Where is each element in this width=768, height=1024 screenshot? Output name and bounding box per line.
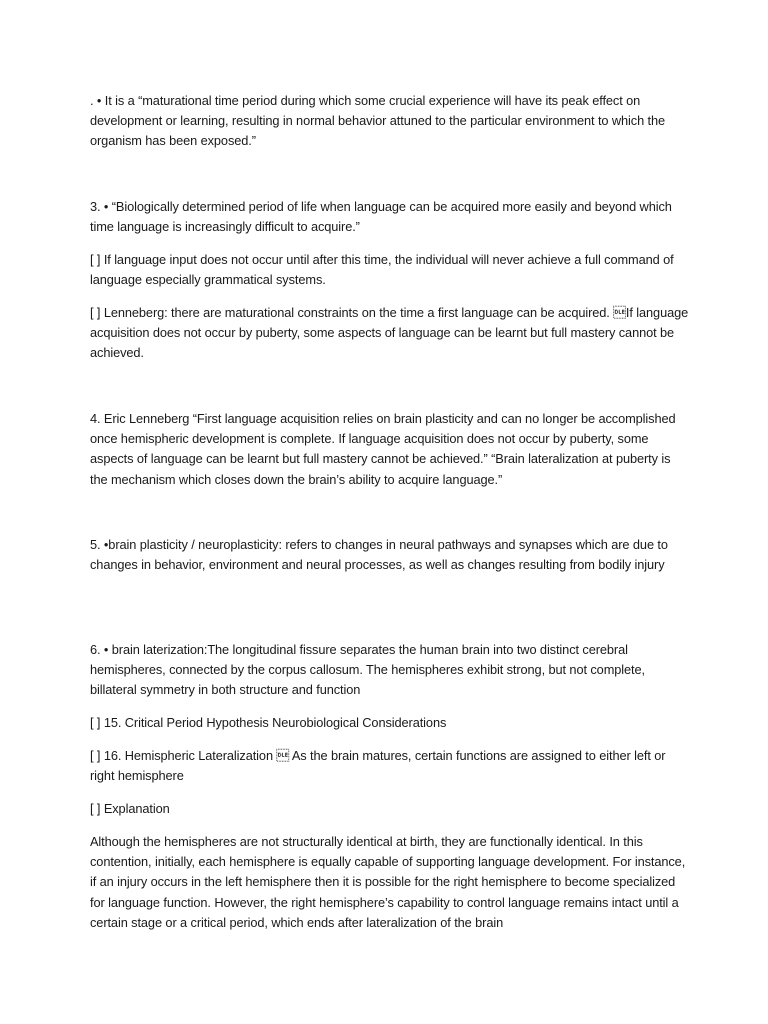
paragraph-explanation-body: Although the hemispheres are not structurally identical at birth, they are functionally identical. In this contention, initially, each hemisphere is equally capable of supporting language development. For instance, if an injury occurs in the left hemisphere then it is possible for the right hemisphere to become specialized for language function. However, the right hemisphere’s capability to control language remains intact until a certain stage or a critical period, which ends after lateralization of the brain — [90, 834, 686, 930]
paragraph-4-eric-lenneberg: 4. Eric Lenneberg “First language acquisition relies on brain plasticity and can no longer be accomplished once hemispheric development is complete. If language acquisition does not occur by puberty, some aspects of language can be learnt but full mastery cannot be achieved.” “Brain lateralization at puberty is the mechanism which closes down the brain’s ability to acquire language.” — [90, 411, 676, 487]
paragraph-16-hemispheric-lateralization: [ ] 16. Hemispheric Lateralization  As the brain matures, certain functions are assigned to either left or right hemisphere — [90, 748, 666, 784]
paragraph-explanation-heading: [ ] Explanation — [90, 801, 170, 816]
paragraph-6-brain-laterization: 6. • brain laterization:The longitudinal fissure separates the human brain into two distinct cerebral hemispheres, connected by the corpus callosum. The hemispheres exhibit strong, but not complete, billateral symmetry in both structure and function — [90, 642, 645, 698]
paragraph-maturational-definition: . • It is a “maturational time period during which some crucial experience will have its peak effect on development or learning, resulting in normal behavior attuned to the particular environment to which the organism has been exposed.” — [90, 93, 666, 149]
paragraph-15-critical-period: [ ] 15. Critical Period Hypothesis Neurobiological Considerations — [90, 715, 447, 730]
paragraph-5-brain-plasticity: 5. •brain plasticity / neuroplasticity: refers to changes in neural pathways and synapses which are due to changes in behavior, environment and neural processes, as well as changes resulting from bodily injury — [90, 537, 668, 573]
paragraph-3-biological-period: 3. • “Biologically determined period of life when language can be acquired more easily and beyond which time language is increasingly difficult to acquire.” — [90, 199, 672, 235]
paragraph-lenneberg-constraints: [ ] Lenneberg: there are maturational constraints on the time a first language can be acquired. If language acquisition does not occur by puberty, some aspects of language can be learnt but full mastery cannot be achieved. — [90, 305, 689, 361]
paragraph-language-input: [ ] If language input does not occur until after this time, the individual will never achieve a full command of language especially grammatical systems. — [90, 252, 674, 288]
